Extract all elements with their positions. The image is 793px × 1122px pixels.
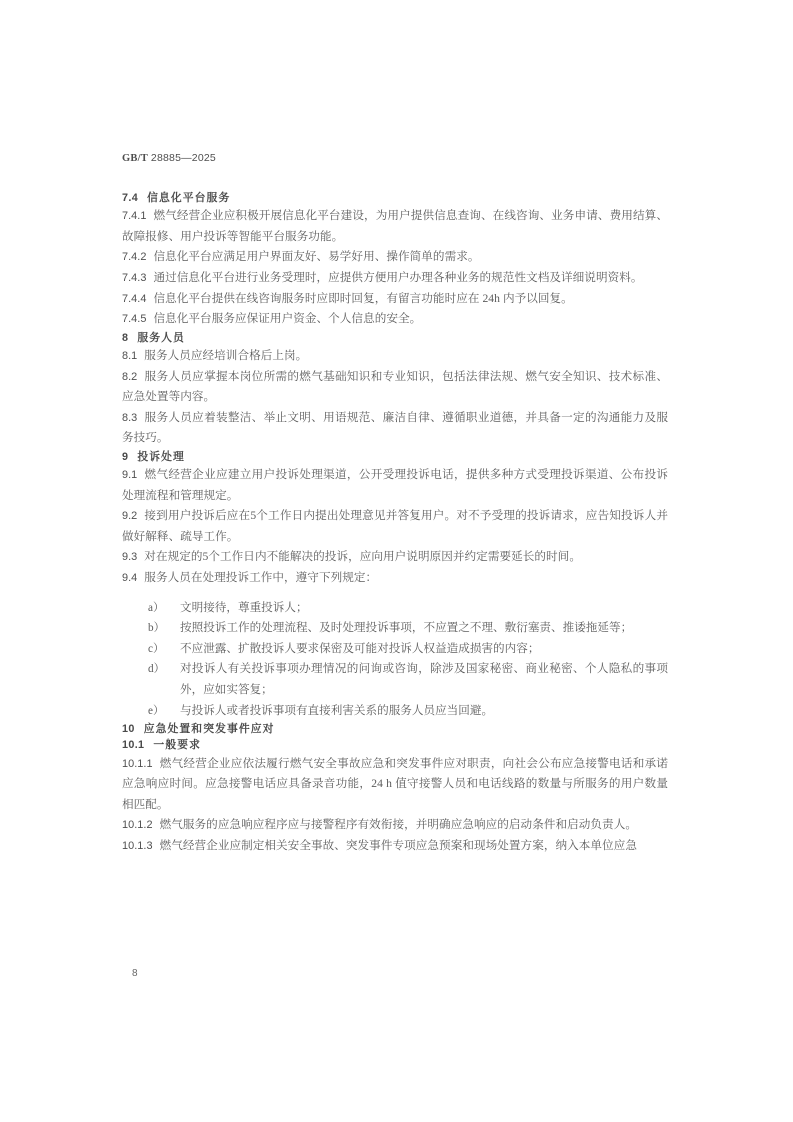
heading-10-number: 10 xyxy=(122,723,135,736)
clause-10-1-1-number: 10.1.1 xyxy=(122,757,153,770)
clause-7-4-3-number: 7.4.3 xyxy=(122,271,147,284)
clause-7-4-4 xyxy=(122,289,668,310)
page-body xyxy=(122,190,668,857)
clause-9-4-text: 服务人员在处理投诉工作中，遵守下列规定： xyxy=(144,571,378,585)
list-item-marker: b） xyxy=(148,622,165,635)
heading-10-1-title: 一般要求 xyxy=(153,739,202,752)
clause-10-1-1-text: 燃气经营企业应依法履行燃气安全事故应急和突发事件应对职责，向社会公布应急接警电话和承诺应急响应时间。应急接警电话应具备录音功能，24 h 值守接警人员和电话线路的数量与所服务的用户数量相匹配。 xyxy=(122,756,668,811)
heading-9 xyxy=(122,449,668,465)
clause-8-1-text: 服务人员应经培训合格后上岗。 xyxy=(144,348,308,362)
list-item-marker: c） xyxy=(148,642,165,655)
heading-10 xyxy=(122,721,668,737)
clause-9-3-text: 对在规定的5个工作日内不能解决的投诉，应向用户说明原因并约定需要延长的时间。 xyxy=(144,550,581,564)
clause-9-1-text: 燃气经营企业应建立用户投诉处理渠道，公开受理投诉电话，提供多种方式受理投诉渠道、公布投诉处理流程和管理规定。 xyxy=(122,468,668,502)
clause-9-1-number: 9.1 xyxy=(122,469,138,482)
running-header xyxy=(122,152,216,164)
clause-8-2 xyxy=(122,367,668,408)
clause-8-3 xyxy=(122,408,668,449)
standard-id: GB/T xyxy=(122,153,148,164)
clause-8-2-number: 8.2 xyxy=(122,370,138,383)
heading-7-4 xyxy=(122,190,668,206)
page-number: 8 xyxy=(132,968,138,979)
clause-9-3-number: 9.3 xyxy=(122,551,138,564)
heading-9-number: 9 xyxy=(122,450,129,463)
list-item-marker: a） xyxy=(148,601,165,614)
clause-8-3-text: 服务人员应着装整洁、举止文明、用语规范、廉洁自律、遵循职业道德，并具备一定的沟通能力及服务技巧。 xyxy=(122,410,668,445)
list-item xyxy=(122,618,668,639)
heading-7-4-number: 7.4 xyxy=(122,192,139,204)
clause-7-4-3 xyxy=(122,268,668,289)
clause-8-1-number: 8.1 xyxy=(122,349,138,362)
heading-10-title: 应急处置和突发事件应对 xyxy=(143,723,275,736)
clause-8-1 xyxy=(122,346,668,367)
heading-8 xyxy=(122,330,668,346)
clause-7-4-4-number: 7.4.4 xyxy=(122,292,147,305)
clause-7-4-5-number: 7.4.5 xyxy=(122,313,147,326)
clause-9-2 xyxy=(122,506,668,547)
list-item-text: 不应泄露、扩散投诉人要求保密及可能对投诉人权益造成损害的内容； xyxy=(180,641,540,655)
clause-9-1 xyxy=(122,465,668,506)
clause-7-4-1-text: 燃气经营企业应积极开展信息化平台建设，为用户提供信息查询、在线咨询、业务申请、费用结算、故障报修、用户投诉等智能平台服务功能。 xyxy=(122,209,668,243)
clause-8-2-text: 服务人员应掌握本岗位所需的燃气基础知识和专业知识，包括法律法规、燃气安全知识、技术标准、应急处置等内容。 xyxy=(122,369,668,404)
clause-9-3 xyxy=(122,547,668,568)
clause-7-4-2-text: 信息化平台应满足用户界面友好、易学好用、操作简单的需求。 xyxy=(153,250,480,264)
clause-9-2-number: 9.2 xyxy=(122,510,138,523)
clause-9-2-text: 接到用户投诉后应在5个工作日内提出处理意见并答复用户。对不予受理的投诉请求，应告知投诉人并做好解释、疏导工作。 xyxy=(122,509,668,543)
clause-10-1-3-number: 10.1.3 xyxy=(122,839,153,852)
standard-number: 28885—2025 xyxy=(150,152,216,164)
clause-10-1-3-text: 燃气经营企业应制定相关安全事故、突发事件专项应急预案和现场处置方案，纳入本单位应急 xyxy=(159,838,637,852)
clause-7-4-5-text: 信息化平台服务应保证用户资金、个人信息的安全。 xyxy=(153,312,422,326)
heading-10-1-number: 10.1 xyxy=(122,739,145,752)
heading-10-1 xyxy=(122,737,668,753)
list-item xyxy=(122,659,668,700)
clause-7-4-3-text: 通过信息化平台进行业务受理时，应提供方便用户办理各种业务的规范性文档及详细说明资料。 xyxy=(153,270,643,284)
list-item-text: 与投诉人或者投诉事项有直接利害关系的服务人员应当回避。 xyxy=(180,703,494,717)
list-item xyxy=(122,639,668,660)
heading-9-title: 投诉处理 xyxy=(137,450,185,463)
clause-10-1-2-text: 燃气服务的应急响应程序应与接警程序有效衔接，并明确应急响应的启动条件和启动负责人。 xyxy=(159,818,637,832)
list-item-text: 对投诉人有关投诉事项办理情况的问询或咨询，除涉及国家秘密、商业秘密、个人隐私的事项外，应如实答复； xyxy=(180,662,668,697)
heading-7-4-title: 信息化平台服务 xyxy=(147,192,231,204)
list-item xyxy=(122,598,668,619)
clause-9-4 xyxy=(122,568,668,589)
clause-7-4-2 xyxy=(122,247,668,268)
clause-10-1-1 xyxy=(122,754,668,816)
clause-7-4-2-number: 7.4.2 xyxy=(122,251,147,264)
list-item-marker: d） xyxy=(148,663,165,676)
clause-7-4-5 xyxy=(122,309,668,330)
clause-10-1-2 xyxy=(122,815,668,836)
list-item xyxy=(122,701,668,722)
list-item-marker: e） xyxy=(148,704,165,717)
list-item-text: 文明接待，尊重投诉人； xyxy=(180,600,308,614)
clause-8-3-number: 8.3 xyxy=(122,411,138,424)
clause-10-1-2-number: 10.1.2 xyxy=(122,819,153,832)
heading-8-title: 服务人员 xyxy=(137,331,185,344)
list-item-text: 按照投诉工作的处理流程、及时处理投诉事项，不应置之不理、敷衍塞责、推诿拖延等； xyxy=(180,621,633,635)
heading-8-number: 8 xyxy=(122,331,129,344)
clause-10-1-3 xyxy=(122,836,668,857)
clause-9-4-list xyxy=(122,598,668,722)
clause-7-4-1-number: 7.4.1 xyxy=(122,210,147,223)
clause-7-4-4-text: 信息化平台提供在线咨询服务时应即时回复，有留言功能时应在 24h 内予以回复。 xyxy=(153,291,573,305)
clause-7-4-1 xyxy=(122,206,668,247)
clause-9-4-number: 9.4 xyxy=(122,572,138,585)
